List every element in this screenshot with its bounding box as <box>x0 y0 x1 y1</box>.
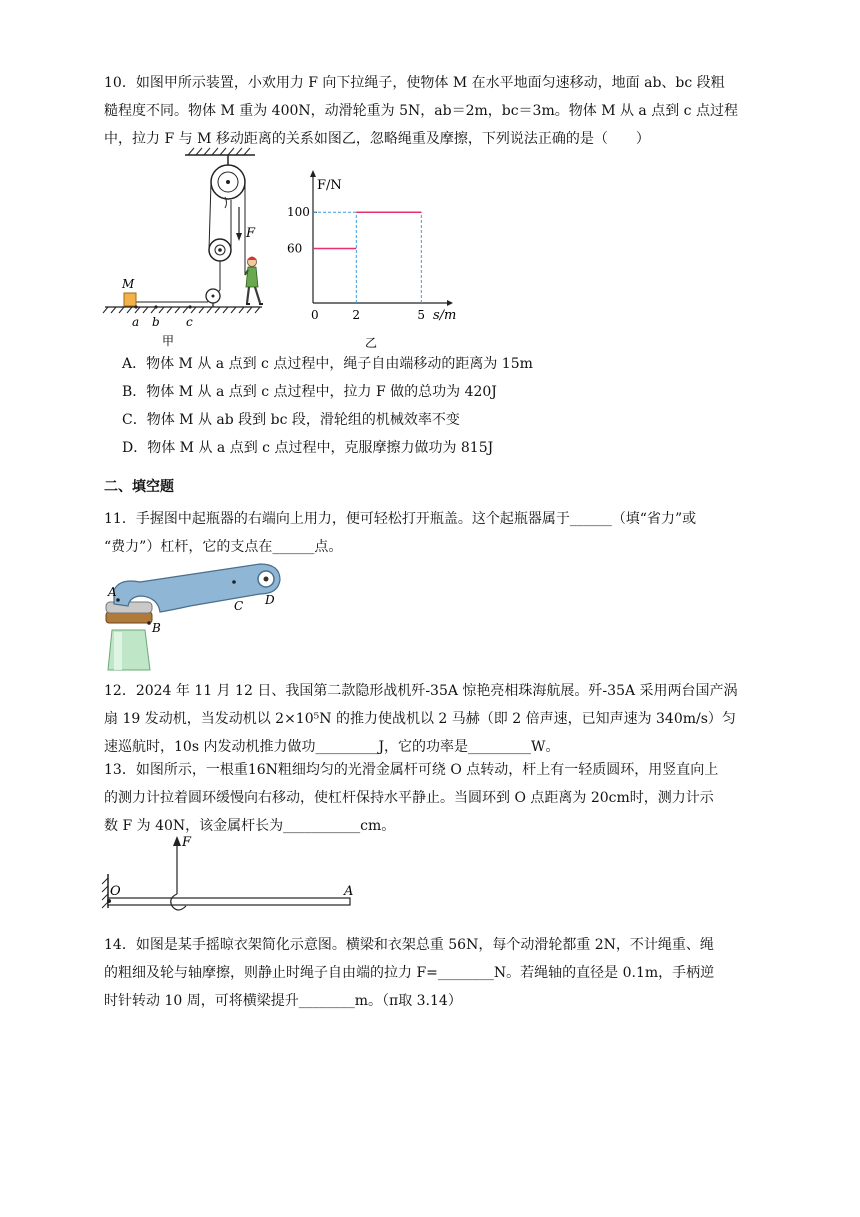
bottle-opener-figure <box>100 560 290 670</box>
q10-option-b[interactable]: B．物体 M 从 a 点到 c 点过程中，拉力 F 做的总功为 420J <box>122 384 497 400</box>
q13-line-2: 的测力计拉着圆环缓慢向右移动，使杠杆保持水平静止。当圆环到 O 点距离为 20cm时，测力计示 <box>104 790 714 806</box>
q11-line-1: 11．手握图中起瓶器的右端向上用力，便可轻松打开瓶盖。这个起瓶器属于______（填“省力”或 <box>104 511 697 527</box>
label-c: c <box>186 315 193 329</box>
label-a: a <box>132 315 140 329</box>
q12-force-value: 2×10⁵ <box>275 711 320 727</box>
y-axis-label: F/N <box>317 178 342 193</box>
q10-line-3: 中，拉力 F 与 M 移动距离的关系如图乙，忽略绳重及摩擦，下列说法正确的是（ ） <box>104 131 650 147</box>
lever-figure <box>100 832 365 914</box>
label-force-F: F <box>182 835 192 850</box>
label-opener-C: C <box>234 599 244 613</box>
q14-line-2: 的粗细及轮与轴摩擦，则静止时绳子自由端的拉力 F=________N。若绳轴的直径是 0.1m，手柄逆 <box>104 965 715 981</box>
label-M: M <box>122 277 135 291</box>
q12-line-2 <box>104 709 736 729</box>
section-title: 二、填空题 <box>104 479 174 495</box>
q12-line-2-b: N 的推力使战机以 2 马赫（即 2 倍声速，已知声速为 340m/s）匀 <box>319 711 736 727</box>
q10-line-1: 10．如图甲所示装置，小欢用力 F 向下拉绳子，使物体 M 在水平地面匀速移动，地面 ab、bc 段粗 <box>104 75 725 91</box>
q10-option-d[interactable]: D．物体 M 从 a 点到 c 点过程中，克服摩擦力做功为 815J <box>122 440 494 456</box>
label-F: F <box>246 226 256 241</box>
q10-option-a[interactable]: A．物体 M 从 a 点到 c 点过程中，绳子自由端移动的距离为 15m <box>122 356 533 372</box>
x-axis-label: s/m <box>433 308 457 323</box>
label-b: b <box>152 315 160 329</box>
q14-line-3: 时针转动 10 周，可将横梁提升________m。（π取 3.14） <box>104 993 462 1009</box>
x-tick-label: 5 <box>417 308 425 322</box>
y-tick-label: 60 <box>287 241 303 256</box>
origin-label: 0 <box>311 308 319 322</box>
label-O: O <box>110 884 121 899</box>
figure-yi-chart <box>287 165 460 350</box>
label-opener-B: B <box>152 621 161 635</box>
q13-line-1: 13．如图所示，一根重16N粗细均匀的光滑金属杆可绕 O 点转动，杆上有一轻质圆环，用竖直向上 <box>104 762 719 778</box>
person-pulling-icon <box>245 257 263 305</box>
caption-jia: 甲 <box>162 334 175 348</box>
q12-line-1: 12．2024 年 11 月 12 日、我国第二款隐形战机歼-35A 惊艳亮相珠海航展。歼-35A 采用两台国产涡 <box>104 683 738 699</box>
label-A: A <box>344 884 354 899</box>
label-opener-A: A <box>108 585 117 599</box>
chart-caption: 乙 <box>365 336 378 350</box>
x-axis-arrow <box>447 300 453 306</box>
figure-jia-pulley <box>100 145 275 350</box>
y-tick-label: 100 <box>287 205 310 220</box>
q13-line-3: 数 F 为 40N，该金属杆长为___________cm。 <box>104 818 396 834</box>
q11-line-2: “费力”）杠杆，它的支点在______点。 <box>104 539 343 555</box>
q10-option-c[interactable]: C．物体 M 从 ab 段到 bc 段，滑轮组的机械效率不变 <box>122 412 460 428</box>
y-axis-arrow <box>310 170 316 177</box>
label-opener-D: D <box>265 593 275 607</box>
q14-line-1: 14．如图是某手摇晾衣架简化示意图。横梁和衣架总重 56N，每个动滑轮都重 2N，不计绳重、绳 <box>104 937 714 953</box>
q10-line-2: 糙程度不同。物体 M 重为 400N，动滑轮重为 5N，ab＝2m，bc＝3m。物体 M 从 a 点到 c 点过程 <box>104 103 738 119</box>
q12-line-3: 速巡航时，10s 内发动机推力做功_________J，它的功率是_________W。 <box>104 739 560 755</box>
q12-line-2-a: 扇 19 发动机，当发动机以 <box>104 711 276 727</box>
x-tick-label: 2 <box>352 308 360 322</box>
